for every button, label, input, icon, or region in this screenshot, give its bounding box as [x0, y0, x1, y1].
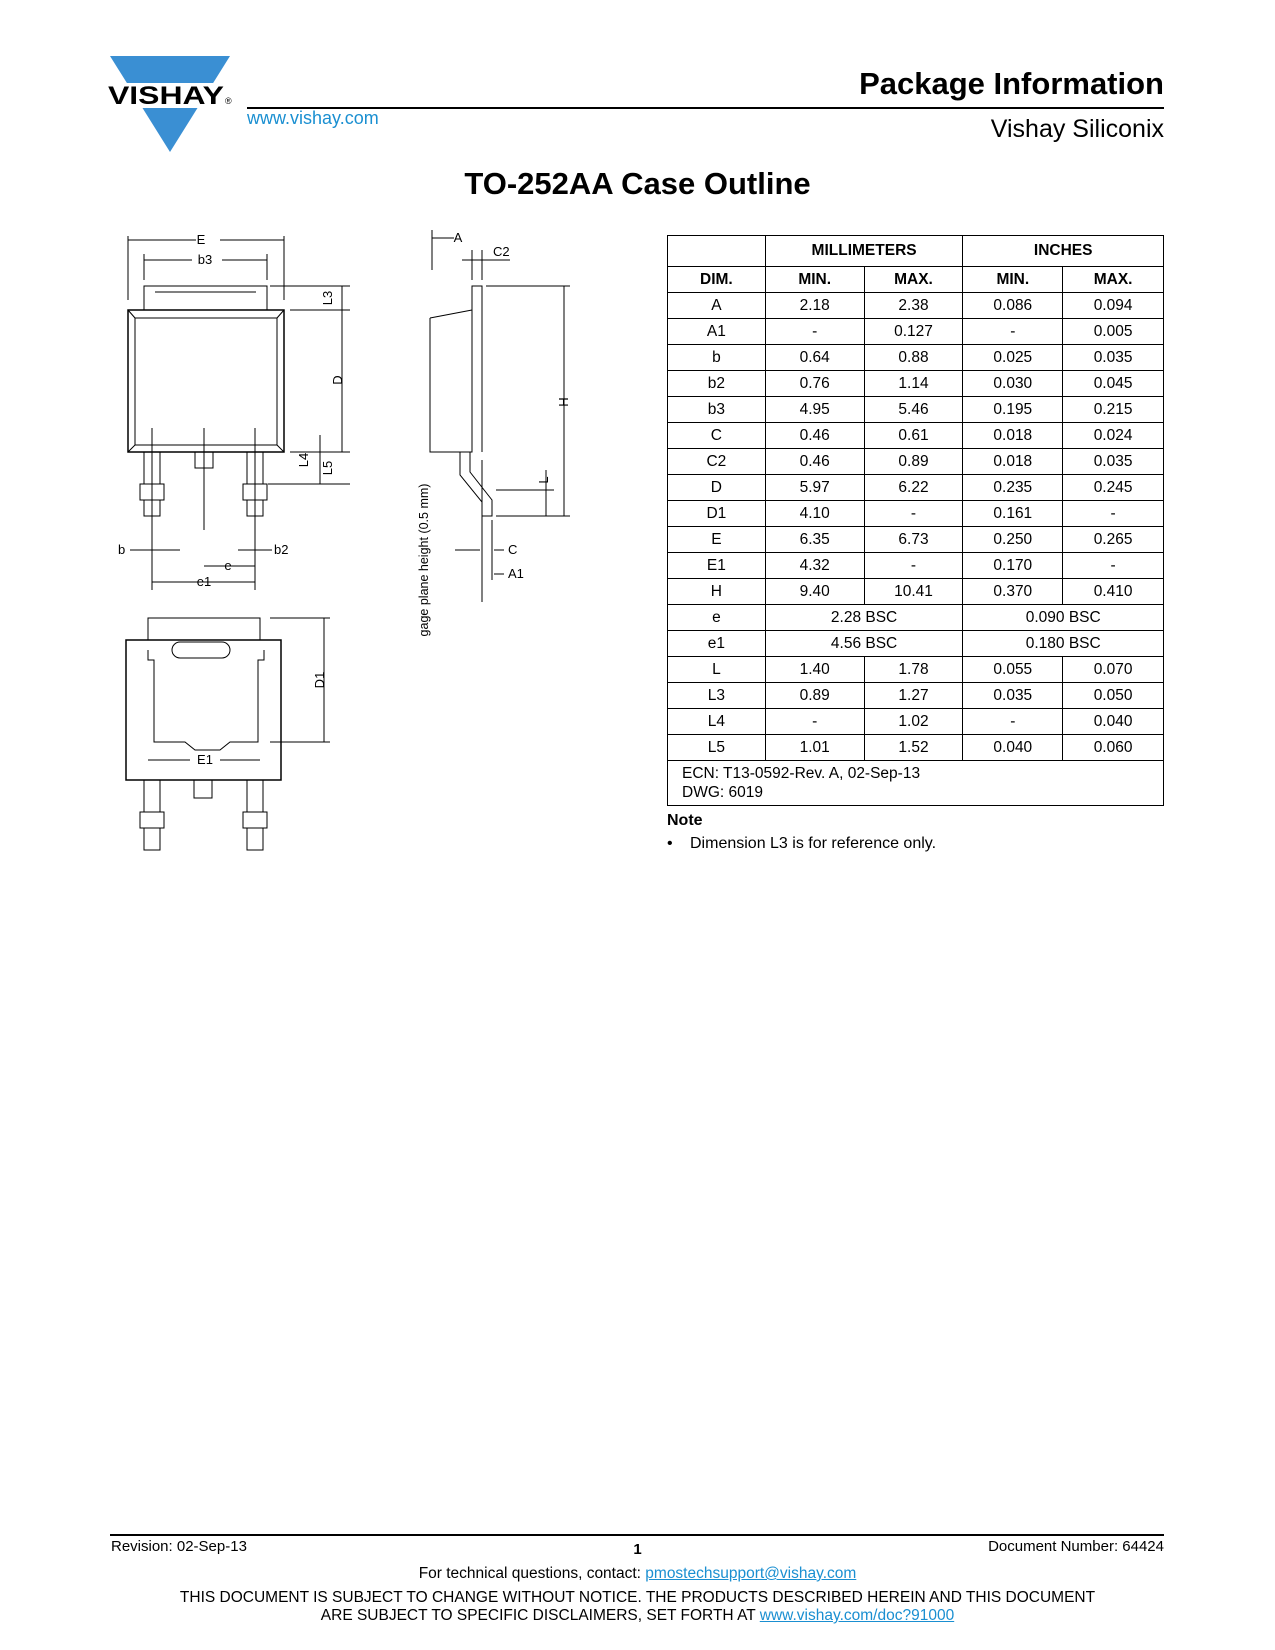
value-cell: -: [1063, 553, 1164, 579]
header-title: Package Information: [859, 66, 1164, 101]
ecn-cell: [668, 761, 1164, 806]
label-L5: L5: [320, 460, 335, 476]
table-header-inches: INCHES: [963, 236, 1164, 267]
table-row: [668, 449, 1164, 475]
support-email-link[interactable]: pmostechsupport@vishay.com: [645, 1565, 857, 1582]
table-body-main: [668, 293, 1164, 605]
value-cell: 0.76: [765, 371, 864, 397]
value-cell: 0.250: [963, 527, 1063, 553]
table-row: [668, 501, 1164, 527]
footer-rule: [110, 1534, 1164, 1536]
value-cell: 0.086: [963, 293, 1063, 319]
value-cell: 0.370: [963, 579, 1063, 605]
label-L: L: [536, 476, 551, 484]
table-subheader: DIM.: [668, 267, 766, 293]
header-company: Vishay Siliconix: [990, 115, 1164, 143]
value-cell: 1.78: [864, 657, 963, 683]
value-cell: 0.060: [1063, 735, 1164, 761]
value-cell: 0.055: [963, 657, 1063, 683]
value-cell: 0.040: [1063, 709, 1164, 735]
value-cell: 0.265: [1063, 527, 1164, 553]
table-row: [668, 527, 1164, 553]
table-row: [668, 319, 1164, 345]
table-ecn-row: [668, 761, 1164, 806]
dim-cell: E1: [668, 553, 766, 579]
contact-prefix: For technical questions, contact:: [418, 1565, 646, 1582]
table-subheader: MAX.: [1063, 267, 1164, 293]
table-row: [668, 579, 1164, 605]
table-subheader: MIN.: [765, 267, 864, 293]
value-cell: 0.090 BSC: [963, 605, 1164, 631]
dim-cell: H: [668, 579, 766, 605]
value-cell: 0.161: [963, 501, 1063, 527]
table-row: [668, 735, 1164, 761]
value-cell: 0.180 BSC: [963, 631, 1164, 657]
table-subheader: MAX.: [864, 267, 963, 293]
website-link[interactable]: www.vishay.com: [247, 108, 379, 128]
value-cell: 0.030: [963, 371, 1063, 397]
disclaimer-line-2: ARE SUBJECT TO SPECIFIC DISCLAIMERS, SET FORTH AT www.vishay.com/doc?91000: [320, 1607, 955, 1624]
label-L4: L4: [296, 452, 311, 468]
table-body-bsc: [668, 605, 1164, 657]
table-subheader: MIN.: [963, 267, 1063, 293]
label-L3: L3: [320, 290, 335, 306]
value-cell: 0.64: [765, 345, 864, 371]
revision-date: Revision: 02-Sep-13: [111, 1538, 247, 1555]
value-cell: 5.46: [864, 397, 963, 423]
value-cell: 1.40: [765, 657, 864, 683]
table-row: [668, 293, 1164, 319]
value-cell: 2.38: [864, 293, 963, 319]
dim-cell: C: [668, 423, 766, 449]
dim-cell: D1: [668, 501, 766, 527]
value-cell: 0.89: [864, 449, 963, 475]
dim-cell: L4: [668, 709, 766, 735]
value-cell: 0.127: [864, 319, 963, 345]
value-cell: 0.215: [1063, 397, 1164, 423]
value-cell: 10.41: [864, 579, 963, 605]
label-b3: b3: [197, 252, 213, 267]
value-cell: 1.01: [765, 735, 864, 761]
table-row: [668, 631, 1164, 657]
table-row: [668, 475, 1164, 501]
header-rule: [247, 107, 1164, 109]
value-cell: 4.10: [765, 501, 864, 527]
dim-cell: C2: [668, 449, 766, 475]
value-cell: -: [765, 319, 864, 345]
label-E1: E1: [197, 752, 213, 767]
dim-cell: b2: [668, 371, 766, 397]
value-cell: 0.035: [1063, 345, 1164, 371]
value-cell: 1.52: [864, 735, 963, 761]
label-E: E: [196, 232, 206, 247]
disclaimer: [0, 1589, 1275, 1625]
label-e: e: [224, 558, 232, 573]
value-cell: 0.61: [864, 423, 963, 449]
value-cell: 0.045: [1063, 371, 1164, 397]
dim-cell: L5: [668, 735, 766, 761]
value-cell: 0.195: [963, 397, 1063, 423]
value-cell: 1.27: [864, 683, 963, 709]
dim-cell: E: [668, 527, 766, 553]
dim-cell: b: [668, 345, 766, 371]
table-row: [668, 709, 1164, 735]
note-heading: Note: [667, 812, 703, 829]
dim-cell: L3: [668, 683, 766, 709]
label-D: D: [330, 375, 345, 385]
value-cell: -: [864, 553, 963, 579]
note-text: Dimension L3 is for reference only.: [690, 835, 937, 852]
value-cell: 0.035: [1063, 449, 1164, 475]
label-e1: e1: [196, 574, 212, 589]
table-group-header-row: [668, 236, 1164, 267]
table-row: [668, 657, 1164, 683]
label-A: A: [453, 230, 463, 245]
page-number: 1: [633, 1541, 642, 1558]
value-cell: 0.005: [1063, 319, 1164, 345]
value-cell: 0.245: [1063, 475, 1164, 501]
value-cell: -: [1063, 501, 1164, 527]
table-row: [668, 605, 1164, 631]
label-A1: A1: [508, 566, 524, 581]
table-row: [668, 371, 1164, 397]
svg-text:®: ®: [225, 96, 232, 106]
value-cell: 0.89: [765, 683, 864, 709]
value-cell: 0.050: [1063, 683, 1164, 709]
dwg-text: DWG: 6019: [682, 784, 763, 801]
value-cell: 1.02: [864, 709, 963, 735]
disclaimer-line-1: THIS DOCUMENT IS SUBJECT TO CHANGE WITHOUT NOTICE. THE PRODUCTS DESCRIBED HEREIN AND THIS DOCUMENT: [179, 1589, 1096, 1606]
value-cell: -: [963, 709, 1063, 735]
value-cell: 1.14: [864, 371, 963, 397]
ecn-text: ECN: T13-0592-Rev. A, 02-Sep-13: [682, 765, 921, 782]
dim-cell: A1: [668, 319, 766, 345]
value-cell: 4.56 BSC: [765, 631, 963, 657]
note-item: [667, 835, 936, 853]
value-cell: 0.025: [963, 345, 1063, 371]
document-number: Document Number: 64424: [988, 1538, 1164, 1555]
dim-cell: D: [668, 475, 766, 501]
label-D1: D1: [312, 671, 327, 689]
label-gage-plane: gage plane height (0.5 mm): [417, 483, 431, 637]
vishay-logo: [108, 56, 234, 156]
table-row: [668, 553, 1164, 579]
value-cell: 6.35: [765, 527, 864, 553]
contact-line: [0, 1565, 1275, 1583]
disclaimer-link[interactable]: www.vishay.com/doc?91000: [759, 1607, 955, 1624]
value-cell: 5.97: [765, 475, 864, 501]
value-cell: 6.73: [864, 527, 963, 553]
value-cell: 0.035: [963, 683, 1063, 709]
table-header-empty: [668, 236, 766, 267]
value-cell: 0.024: [1063, 423, 1164, 449]
dim-cell: A: [668, 293, 766, 319]
label-H: H: [556, 397, 571, 407]
value-cell: 0.094: [1063, 293, 1164, 319]
value-cell: 2.28 BSC: [765, 605, 963, 631]
table-body-rest: [668, 657, 1164, 761]
value-cell: 0.070: [1063, 657, 1164, 683]
value-cell: 2.18: [765, 293, 864, 319]
table-row: [668, 423, 1164, 449]
label-C2: C2: [493, 244, 510, 259]
label-C: C: [508, 542, 518, 557]
table-subheader-row: [668, 267, 1164, 293]
value-cell: 0.170: [963, 553, 1063, 579]
dim-cell: b3: [668, 397, 766, 423]
value-cell: 0.018: [963, 423, 1063, 449]
value-cell: 4.95: [765, 397, 864, 423]
logo-wordmark: VISHAY: [108, 82, 225, 110]
label-b: b: [118, 542, 126, 557]
table-row: [668, 683, 1164, 709]
value-cell: 0.410: [1063, 579, 1164, 605]
value-cell: 0.88: [864, 345, 963, 371]
dim-cell: e1: [668, 631, 766, 657]
value-cell: 9.40: [765, 579, 864, 605]
value-cell: 0.040: [963, 735, 1063, 761]
value-cell: 4.32: [765, 553, 864, 579]
table-row: [668, 397, 1164, 423]
value-cell: -: [765, 709, 864, 735]
value-cell: 0.46: [765, 423, 864, 449]
table-row: [668, 345, 1164, 371]
note-bullet: •: [667, 835, 673, 852]
value-cell: 0.46: [765, 449, 864, 475]
label-b2: b2: [274, 542, 289, 557]
value-cell: -: [864, 501, 963, 527]
page-title: TO-252AA Case Outline: [464, 166, 811, 201]
value-cell: -: [963, 319, 1063, 345]
value-cell: 0.235: [963, 475, 1063, 501]
dim-cell: L: [668, 657, 766, 683]
value-cell: 0.018: [963, 449, 1063, 475]
value-cell: 6.22: [864, 475, 963, 501]
dim-cell: e: [668, 605, 766, 631]
package-outline-drawing: [110, 230, 630, 900]
dimension-table: [667, 235, 1164, 806]
table-header-mm: MILLIMETERS: [765, 236, 963, 267]
